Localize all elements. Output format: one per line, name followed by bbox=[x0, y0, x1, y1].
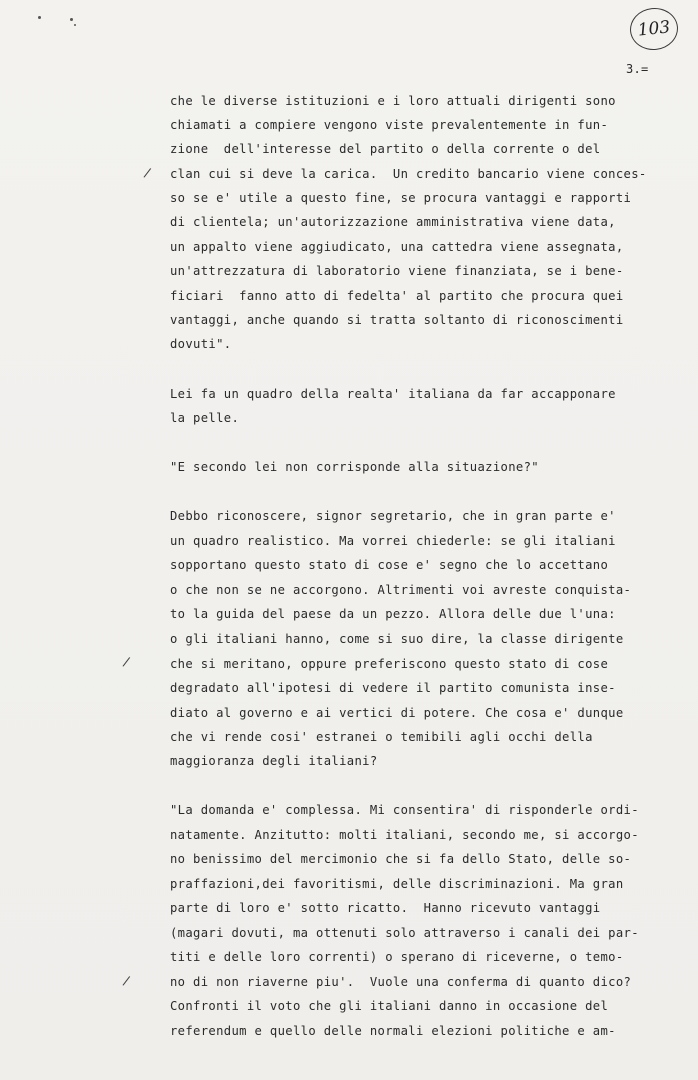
text-line: o che non se ne accorgono. Altrimenti voi avreste conquista- bbox=[170, 583, 632, 597]
text-line: chiamati a compiere vengono viste prevalentemente in fun- bbox=[170, 118, 609, 132]
ink-speck bbox=[74, 24, 76, 26]
text-line: titi e delle loro correnti) o sperano di riceverne, o temo- bbox=[170, 950, 624, 964]
margin-tick-mark: / bbox=[121, 654, 131, 671]
page-number: 3.= bbox=[626, 62, 649, 76]
text-line: che si meritano, oppure preferiscono questo stato di cose bbox=[170, 657, 609, 671]
text-line: to la guida del paese da un pezzo. Allora delle due l'una: bbox=[170, 607, 616, 621]
text-line: dovuti". bbox=[170, 337, 232, 351]
text-line: un quadro realistico. Ma vorrei chiederle: se gli italiani bbox=[170, 534, 616, 548]
folio-stamp: 103 bbox=[628, 6, 680, 53]
text-line: (magari dovuti, ma ottenuti solo attraverso i canali dei par- bbox=[170, 926, 639, 940]
text-line: zione dell'interesse del partito o della corrente o del bbox=[170, 142, 601, 156]
text-line: diato al governo e ai vertici di potere. Che cosa e' dunque bbox=[170, 706, 624, 720]
text-line: parte di loro e' sotto ricatto. Hanno ricevuto vantaggi bbox=[170, 901, 601, 915]
text-line: Debbo riconoscere, signor segretario, che in gran parte e' bbox=[170, 509, 616, 523]
text-line: che vi rende cosi' estranei o temibili agli occhi della bbox=[170, 730, 593, 744]
text-line: "La domanda e' complessa. Mi consentira' di risponderle ordi- bbox=[170, 803, 639, 817]
margin-tick-mark: / bbox=[121, 973, 131, 990]
text-line: Lei fa un quadro della realta' italiana da far accapponare bbox=[170, 387, 616, 401]
text-line: so se e' utile a questo fine, se procura vantaggi e rapporti bbox=[170, 191, 632, 205]
text-line: maggioranza degli italiani? bbox=[170, 754, 378, 768]
ink-speck bbox=[70, 18, 73, 21]
text-line: clan cui si deve la carica. Un credito bancario viene conces- bbox=[170, 167, 647, 181]
text-line: no benissimo del mercimonio che si fa dello Stato, delle so- bbox=[170, 852, 632, 866]
text-line: un'attrezzatura di laboratorio viene finanziata, se i bene- bbox=[170, 264, 624, 278]
text-line: la pelle. bbox=[170, 411, 240, 425]
text-line: o gli italiani hanno, come si suo dire, la classe dirigente bbox=[170, 632, 624, 646]
text-line: "E secondo lei non corrisponde alla situazione?" bbox=[170, 460, 539, 474]
text-line: sopportano questo stato di cose e' segno che lo accettano bbox=[170, 558, 609, 572]
text-line: no di non riaverne piu'. Vuole una conferma di quanto dico? bbox=[170, 975, 632, 989]
text-line: degradato all'ipotesi di vedere il partito comunista inse- bbox=[170, 681, 616, 695]
text-line: vantaggi, anche quando si tratta soltanto di riconoscimenti bbox=[170, 313, 624, 327]
text-line: ficiari fanno atto di fedelta' al partito che procura quei bbox=[170, 289, 624, 303]
text-line: natamente. Anzitutto: molti italiani, secondo me, si accorgo- bbox=[170, 828, 639, 842]
text-line: praffazioni,dei favoritismi, delle discriminazioni. Ma gran bbox=[170, 877, 624, 891]
text-line: che le diverse istituzioni e i loro attuali dirigenti sono bbox=[170, 94, 616, 108]
text-line: referendum e quello delle normali elezioni politiche e am- bbox=[170, 1024, 616, 1038]
text-line: di clientela; un'autorizzazione amministrativa viene data, bbox=[170, 215, 616, 229]
ink-speck bbox=[38, 16, 41, 19]
text-line: Confronti il voto che gli italiani danno in occasione del bbox=[170, 999, 609, 1013]
margin-tick-mark: / bbox=[142, 165, 152, 182]
text-line: un appalto viene aggiudicato, una cattedra viene assegnata, bbox=[170, 240, 624, 254]
